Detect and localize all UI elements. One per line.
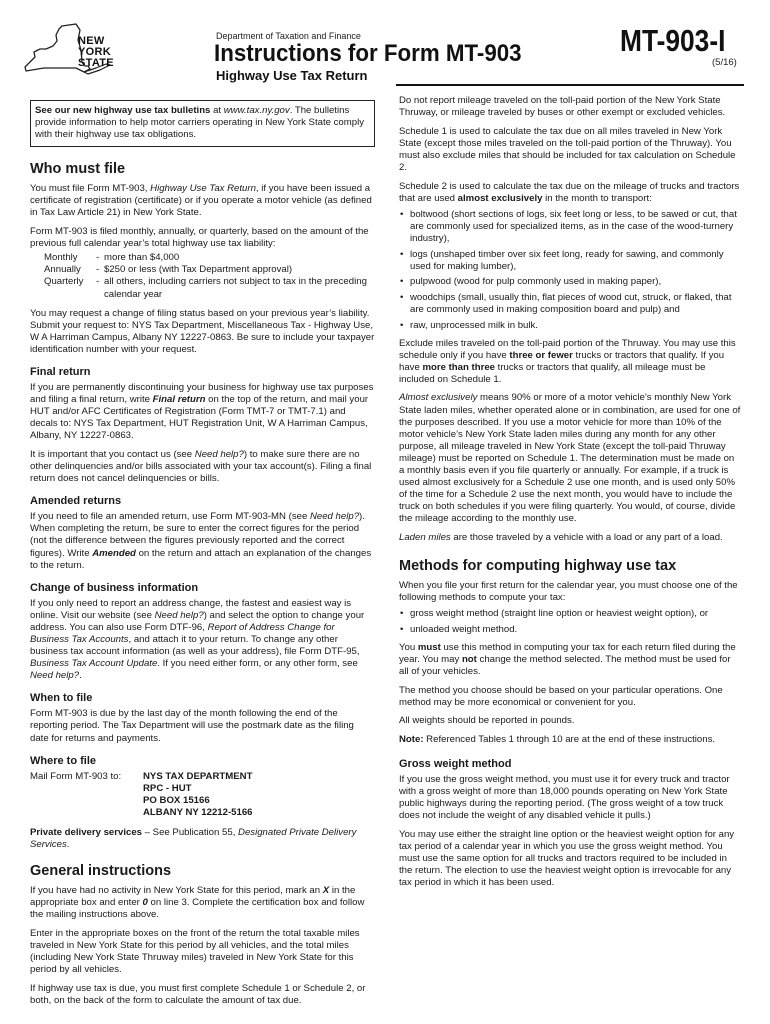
revision-date: (5/16) xyxy=(712,57,737,68)
paragraph: Almost exclusively means 90% or more of a motor vehicle’s monthly New York State laden miles, whether operated alone or in combination, are used for one of the purposes described. If you use a motor vehicle for more than 10% of the motor vehicle’s New York State laden miles during any month for any other purpose, all mileage traveled in New York State (except the toll-paid Thruway mileage) must be reported on Schedule 1. The determination must be made on a monthly basis even if you file quarterly or annually. For example, if a truck is used almost exclusively for a Schedule 2 use one month, and is used only 50% of the time for a Schedule 2 use the next month, you would have to include the truck on both schedules if you were filing quarterly. You would, of course, divide the mileage according to the monthly use. xyxy=(399,392,741,525)
paragraph: Form MT-903 is due by the last day of the month following the end of the reporting period. The Tax Department will use the postmark date as the filing date for returns and payments. xyxy=(30,708,354,744)
frequency-threshold: all others, including carriers not subject to tax in the preceding calendar year xyxy=(104,276,367,300)
right-column xyxy=(399,95,742,896)
paragraph: You may use either the straight line option or the heaviest weight option for any tax period of a calendar year in which you use the gross weight method. You must use the same option for all trucks and tractors required to be included in the return. The election to use the heaviest weight option is irrevocable for any tax period in which it has been used. xyxy=(399,829,735,889)
frequency-label: Monthly xyxy=(44,252,78,264)
list-item: • woodchips (small, usually thin, flat pieces of wood cut, struck, or flaked, that are commonly used in making composition board and pulp) and xyxy=(399,292,742,316)
method-list xyxy=(399,608,742,636)
filing-frequency-table: Monthly - more than $4,000 Annually - $250 or less (with Tax Department approval) Quarterly - all others, including carriers not subject to tax in the preceding calendar year xyxy=(44,252,375,300)
list-item: • boltwood (short sections of logs, six feet long or less, to be sawed or cut, that are commonly used for specialized items, as in the case of the wood-turnery industry), xyxy=(399,209,742,245)
mail-to-label: Mail Form MT-903 to: xyxy=(30,770,122,782)
paragraph: If you use the gross weight method, you must use it for every truck and tractor with a gross weight of more than 18,000 pounds operating on New York State public highways during the reporting period. (The gross weight of a tow truck does not include the weight of any disabled vehicle it pulls.) xyxy=(399,774,730,822)
frequency-label: Annually xyxy=(44,264,81,276)
schedule-2-commodity-list xyxy=(399,209,742,332)
address-line: PO BOX 15166 xyxy=(143,794,210,806)
paragraph: Schedule 2 is used to calculate the tax due on the mileage of trucks and tractors that are used almost exclusively in the month to transport: xyxy=(399,180,740,204)
paragraph: Enter in the appropriate boxes on the front of the return the total taxable miles traveled in New York State for this period by all vehicles, and the total miles (including New York State Thruway miles) traveled in New York State for this period by all vehicles. xyxy=(30,928,360,976)
department-name: Department of Taxation and Finance xyxy=(216,31,361,41)
paragraph: Form MT-903 is filed monthly, annually, or quarterly, based on the amount of the previous full calendar year’s total highway use tax liability: xyxy=(30,226,369,250)
section-heading-who-must-file: Who must file xyxy=(30,161,126,178)
mailing-address xyxy=(143,771,375,819)
logo-line-new: NEW xyxy=(78,35,105,47)
nys-logo xyxy=(24,22,134,82)
frequency-threshold: more than $4,000 xyxy=(104,252,180,264)
paragraph: You must file Form MT-903, Highway Use Tax Return, if you have been issued a certificate of registration (certificate) or if you operate a motor vehicle (as defined in Tax Law Article 21) in New York State. xyxy=(30,183,372,219)
paragraph: If you need to file an amended return, use Form MT-903-MN (see Need help?). When completing the return, be sure to enter the correct figures for the period (not the difference between the figures previously reported and the correct figures). Write Amended on the return and attach an explanation of the changes to the return. xyxy=(30,511,372,571)
address-line: RPC - HUT xyxy=(143,782,192,794)
section-heading-where-to-file: Where to file xyxy=(30,754,97,767)
paragraph: Laden miles are those traveled by a vehicle with a load or any part of a load. xyxy=(399,532,723,543)
paragraph: Private delivery services – See Publication 55, Designated Private Delivery Services. xyxy=(30,827,357,851)
note-paragraph: Note: Referenced Tables 1 through 10 are at the end of these instructions. xyxy=(399,734,716,746)
paragraph: If you only need to report an address change, the fastest and easiest way is online. Visit our website (see Need help?) and select the option to change your address. You can also use Form DTF-96, Report of Address Change for Business Tax Accounts, and attach it to your return. To change any other business tax account information (as well as your address), file Form DTF-95, Business Tax Account Update. If you need either form, or any other form, see Need help?. xyxy=(30,597,365,682)
frequency-threshold: $250 or less (with Tax Department approval) xyxy=(104,264,293,276)
section-heading-change-of-business-information: Change of business information xyxy=(30,581,199,594)
logo-line-york: YORK xyxy=(78,46,111,58)
paragraph: You must use this method in computing your tax for each return filed during the year. You may not change the method selected. The method must be used for all of your vehicles. xyxy=(399,641,736,678)
paragraph: When you file your first return for the calendar year, you must choose one of the following methods to compute your tax: xyxy=(399,580,738,604)
section-heading-gross-weight-method: Gross weight method xyxy=(399,758,512,771)
paragraph: If you have had no activity in New York State for this period, mark an X in the appropriate box and enter 0 on line 3. Complete the certification box and follow the mailing instructions above. xyxy=(30,885,365,921)
list-item: • gross weight method (straight line option or heaviest weight option), or xyxy=(399,608,742,620)
tax-website-link[interactable]: www.tax.ny.gov xyxy=(223,105,290,116)
bulletin-notice: See our new highway use tax bulletins at www.tax.ny.gov. The bulletins provide information to help motor carriers operating in New York State comply with their highway use tax obligations. xyxy=(35,105,365,141)
address-line: NYS TAX DEPARTMENT xyxy=(143,770,253,782)
logo-line-state: STATE xyxy=(78,57,114,69)
form-number: MT-903-I xyxy=(620,23,726,58)
list-item: • logs (unshaped timber over six feet long, ready for sawing, and commonly used for making lumber), xyxy=(399,249,742,273)
section-heading-general-instructions: General instructions xyxy=(30,863,172,880)
list-item: • pulpwood (wood for pulp commonly used in making paper), xyxy=(399,276,742,288)
section-heading-methods: Methods for computing highway use tax xyxy=(399,558,677,575)
mailing-address-block xyxy=(30,771,375,819)
bulletin-notice-box xyxy=(30,100,375,147)
page-subtitle: Highway Use Tax Return xyxy=(216,68,368,83)
section-heading-when-to-file: When to file xyxy=(30,692,93,705)
paragraph: If highway use tax is due, you must first complete Schedule 1 or Schedule 2, or both, on the back of the form to calculate the amount of tax due. xyxy=(30,982,366,1006)
section-heading-amended-returns: Amended returns xyxy=(30,495,122,508)
left-column xyxy=(30,98,375,1014)
page-title: Instructions for Form MT-903 xyxy=(214,40,522,67)
paragraph: Do not report mileage traveled on the toll-paid portion of the New York State Thruway, or mileage traveled by buses or other exempt or excluded vehicles. xyxy=(399,95,726,119)
paragraph: Schedule 1 is used to calculate the tax due on all miles traveled in New York State (except those miles traveled on the toll-paid portion of the Thruway). You must also exclude miles that should be included for tax calculation on Schedule 2. xyxy=(399,125,736,173)
paragraph: If you are permanently discontinuing your business for highway use tax purposes and filing a final return, write Final return on the top of the return, and mail your HUT and/or AFC Certificates of Registration (Form TMT-7 or TMT-7.1) and decals to: NYS Tax Department, HUT Registration Unit, W A Harriman Campus, Albany, NY 12227-0863. xyxy=(30,382,374,442)
frequency-label: Quarterly xyxy=(44,276,84,288)
logo-wordmark xyxy=(78,36,114,69)
list-item: • unloaded weight method. xyxy=(399,624,742,636)
header-rule xyxy=(396,84,744,86)
paragraph: You may request a change of filing status based on your previous year’s liability. Submit your request to: NYS Tax Department, Miscellaneous Tax - Highway Use, W A Harriman Campus, Albany NY 12227-0863. Be sure to include your taxpayer identification number with your request. xyxy=(30,307,375,355)
paragraph: Exclude miles traveled on the toll-paid portion of the Thruway. You may use this schedule only if you have three or fewer trucks or tractors that qualify. If you have more than three trucks or tractors that qualify, all mileage must be included on Schedule 1. xyxy=(399,337,736,385)
list-item: • raw, unprocessed milk in bulk. xyxy=(399,320,742,332)
paragraph: It is important that you contact us (see Need help?) to make sure there are no other delinquencies and/or bills associated with your tax account(s). Filing a final return does not cancel delinquencies or bills. xyxy=(30,448,372,485)
paragraph: All weights should be reported in pounds. xyxy=(399,715,575,727)
address-line: ALBANY NY 12212-5166 xyxy=(143,806,253,818)
section-heading-final-return: Final return xyxy=(30,366,91,378)
paragraph: The method you choose should be based on your particular operations. One method may be more economical or convenient for you. xyxy=(399,684,723,708)
